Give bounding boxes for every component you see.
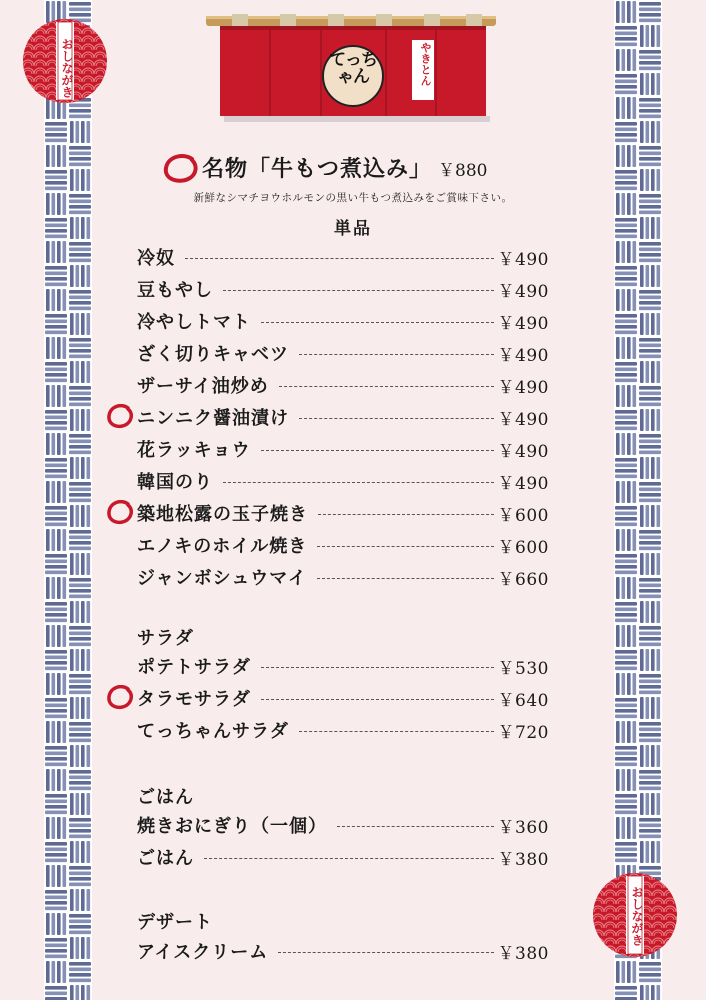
noren-sub: やきとん: [419, 42, 432, 86]
noren-brand: てっちゃん: [329, 52, 377, 87]
leader-dots: [299, 731, 494, 732]
menu-item-price: ￥490: [497, 345, 549, 366]
menu-item: [137, 274, 549, 304]
menu-item: [137, 466, 549, 496]
leader-dots: [299, 354, 494, 355]
leader-dots: [317, 578, 494, 579]
menu-item-price: ￥660: [497, 569, 549, 590]
noren-curtain-logo: [206, 12, 496, 134]
menu-item-name: ごはん: [137, 848, 194, 869]
menu-item-price: ￥640: [497, 690, 549, 711]
menu-item-price: ￥490: [497, 249, 549, 270]
leader-dots: [299, 418, 494, 419]
menu-item-price: ￥720: [497, 722, 549, 743]
menu-item-price: ￥490: [497, 441, 549, 462]
menu-item-name: ポテトサラダ: [137, 657, 251, 678]
menu-item-name: 花ラッキョウ: [137, 440, 251, 461]
menu-item-price: ￥490: [497, 377, 549, 398]
menu-item-price: ￥600: [497, 505, 549, 526]
menu-item-price: ￥490: [497, 409, 549, 430]
leader-dots: [317, 546, 493, 547]
menu-item: [137, 306, 549, 336]
menu-item-name: 冷やしトマト: [137, 312, 251, 333]
red-circle-mark-icon: [106, 500, 136, 526]
leader-dots: [337, 826, 494, 827]
menu-item-name: アイスクリーム: [137, 942, 269, 963]
menu-item-name: 焼きおにぎり（一個）: [137, 816, 327, 837]
leader-dots: [261, 667, 494, 668]
leader-dots: [261, 450, 494, 451]
red-circle-mark-icon: [106, 685, 136, 711]
menu-item: [137, 936, 549, 966]
woven-pattern-left: [44, 0, 92, 1000]
menu-item-name: エノキのホイル焼き: [137, 536, 308, 557]
menu-item-name: 韓国のり: [137, 472, 213, 493]
category-dessert: デザート: [137, 912, 213, 933]
menu-item-price: ￥490: [497, 473, 549, 494]
category-salad: サラダ: [137, 628, 194, 649]
oshinagaki-badge-bottom: [592, 872, 678, 958]
leader-dots: [223, 290, 494, 291]
menu-item-price: ￥380: [497, 943, 549, 964]
leader-dots: [279, 386, 494, 387]
menu-item-name: ニンニク醤油漬け: [137, 408, 289, 429]
menu-item-name: 築地松露の玉子焼き: [137, 504, 308, 525]
subtitle: 新鮮なシマチヨウホルモンの黒い牛もつ煮込みをご賞味下さい。: [193, 192, 513, 204]
badge-label-bottom: おしながき: [630, 886, 644, 946]
leader-dots: [318, 514, 494, 515]
menu-item: [137, 651, 549, 681]
menu-item: [137, 810, 549, 840]
menu-item: [137, 370, 549, 400]
menu-item: [137, 338, 549, 368]
menu-item: [137, 715, 549, 745]
menu-item-price: ￥490: [497, 281, 549, 302]
headline: [162, 152, 552, 186]
menu-item: [137, 402, 549, 432]
right-woven-border: [614, 0, 662, 1000]
menu-item-name: タラモサラダ: [137, 689, 251, 710]
menu-item-name: 冷奴: [137, 248, 175, 269]
leader-dots: [185, 258, 494, 259]
headline-price: ￥880: [438, 161, 488, 181]
menu-item: [137, 842, 549, 872]
menu-item-name: ジャンボシュウマイ: [137, 568, 307, 589]
menu-item: [137, 530, 549, 560]
menu-item-name: てっちゃんサラダ: [137, 721, 289, 742]
menu-item: [137, 434, 549, 464]
red-circle-mark-icon: [106, 404, 136, 430]
menu-item-price: ￥530: [497, 658, 549, 679]
category-rice: ごはん: [137, 787, 194, 808]
leader-dots: [261, 699, 494, 700]
headline-name: 名物「牛もつ煮込み」: [202, 156, 433, 182]
section-heading-tanpin: 単品: [334, 219, 372, 239]
menu-item-price: ￥490: [497, 313, 549, 334]
menu-item: [137, 562, 549, 592]
leader-dots: [223, 482, 494, 483]
menu-item-price: ￥380: [497, 849, 549, 870]
red-circle-mark-icon: [162, 154, 202, 184]
oshinagaki-badge-top: [22, 18, 108, 104]
menu-item: [137, 242, 549, 272]
menu-item: [137, 683, 549, 713]
menu-item-price: ￥600: [497, 537, 549, 558]
menu-item: [137, 498, 549, 528]
menu-item-name: 豆もやし: [137, 280, 213, 301]
left-woven-border: [44, 0, 92, 1000]
leader-dots: [204, 858, 494, 859]
menu-item-name: ザーサイ油炒め: [137, 376, 269, 397]
leader-dots: [278, 952, 493, 953]
woven-pattern-right: [614, 0, 662, 1000]
badge-label-top: おしながき: [60, 38, 74, 98]
leader-dots: [261, 322, 494, 323]
menu-item-name: ざく切りキャベツ: [137, 344, 289, 365]
menu-item-price: ￥360: [497, 817, 549, 838]
